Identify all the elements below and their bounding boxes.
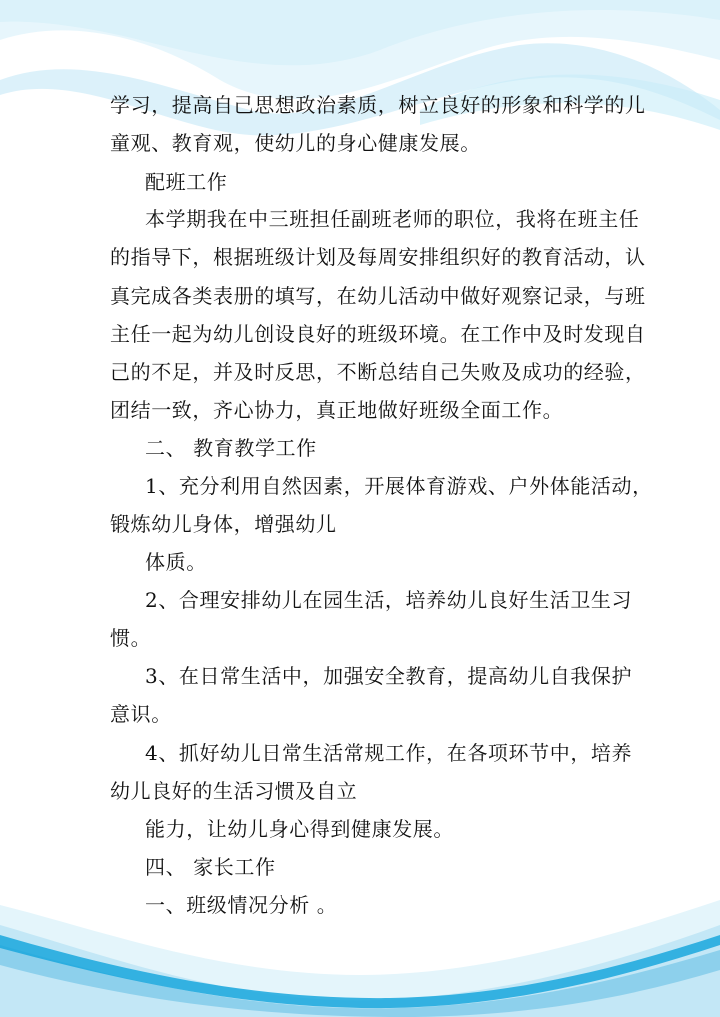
body-text-line: 锻炼幼儿身体，增强幼儿 (110, 512, 337, 536)
body-text-line: 团结一致，齐心协力，真正地做好班级全面工作。 (110, 398, 564, 422)
body-text-line: 体质。 (145, 550, 207, 574)
section-heading: 配班工作 (145, 170, 228, 194)
list-item-text: 3、在日常生活中，加强安全教育，提高幼儿自我保护 (145, 664, 633, 688)
section-heading: 二、 教育教学工作 (145, 436, 317, 460)
body-text-line: 意识。 (110, 702, 172, 726)
section-heading: 四、 家长工作 (145, 855, 276, 879)
list-item-text: 2、合理安排幼儿在园生活，培养幼儿良好生活卫生习 (145, 588, 633, 612)
section-heading: 一、班级情况分析 。 (145, 893, 338, 917)
body-text-line: 的指导下，根据班级计划及每周安排组织好的教育活动，认 (110, 245, 646, 269)
body-text-line: 童观、教育观，使幼儿的身心健康发展。 (110, 131, 481, 155)
body-text-line: 幼儿良好的生活习惯及自立 (110, 779, 358, 803)
body-text-line: 真完成各类表册的填写，在幼儿活动中做好观察记录，与班 (110, 284, 646, 308)
body-text-line: 己的不足，并及时反思，不断总结自己失败及成功的经验， (110, 360, 646, 384)
body-text-line: 主任一起为幼儿创设良好的班级环境。在工作中及时发现自 (110, 322, 646, 346)
body-text-line: 惯。 (110, 626, 152, 650)
list-item-text: 4、抓好幼儿日常生活常规工作，在各项环节中，培养 (145, 741, 633, 765)
list-item-text: 1、充分利用自然因素，开展体育游戏、户外体能活动， (145, 474, 653, 498)
body-text-line: 本学期我在中三班担任副班老师的职位，我将在班主任 (145, 207, 640, 231)
body-text-line: 学习，提高自己思想政治素质，树立良好的形象和科学的儿 (110, 93, 646, 117)
body-text-line: 能力，让幼儿身心得到健康发展。 (145, 817, 454, 841)
